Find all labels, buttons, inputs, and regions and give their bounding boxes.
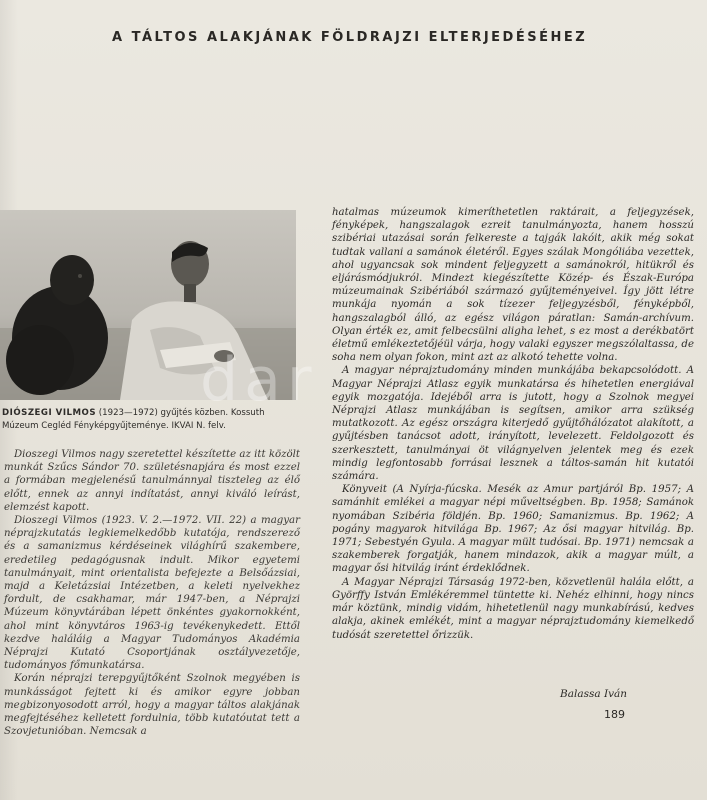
page-number: 189 bbox=[604, 708, 625, 721]
left-paragraph: Korán néprajzi terepgyűjtőként Szolnok megyében is munkásságot fejtett ki és amikor egyre jobban megbizonyosodott arról, hogy a magyar táltos alakjának megfejtéséhez kelletett fordulnia, több kutatóutat tett a Szovjetunióban. Nemcsak a bbox=[4, 673, 300, 738]
photo-image bbox=[0, 210, 296, 400]
watermark: dar bbox=[200, 345, 318, 415]
caption-name: DIÓSZEGI VILMOS bbox=[2, 408, 97, 418]
photo-caption bbox=[2, 407, 302, 433]
left-column bbox=[4, 448, 300, 738]
portrait-photo bbox=[0, 210, 296, 400]
left-paragraph: Dioszegi Vilmos (1923. V. 2.—1972. VII. 22) a magyar néprajzkutatás legkiemelkedőbb kutatója, rendszerező és a samanizmus kérdéseinek világhírű szakembere, eredetileg pedagógusnak indult. Mikor egyetemi tanulmányait, mint orientalista befejezte a Belsőázsiai, majd a Keletázsiai Intézetben, a keleti nyelvekhez fordult, de csakhamar, már 1947-ben, a Néprajzi Múzeum könyvtárában lépett önkéntes gyakornokként, ahol mint könyvtáros 1963-ig tevékenykedett. Ettől kezdve haláláig a Magyar Tudományos Akadémia Néprajzi Kutató Csoportjának osztályvezetője, tudományos főmunkatársa. bbox=[4, 515, 300, 672]
right-paragraph: hatalmas múzeumok kimeríthetetlen raktárait, a feljegyzések, fényképek, hangszalagok ezreit tanulmányozta, hanem hosszú szibériai utazásai során felkereste a tajgák lakóit, akik még sokat tudtak vallani a samánok életéről. Egyes szálak Mongóliába vezettek, ahol ugyancsak sok mindent feljegyzett a samánokról, hitükről és eljárásmódjukról. Mindezt kiegészítette Közép- és Észak-Európa múzeumainak Szibériából származó gyűjteményeivel. Így jött létre munkája nyomán a sok tízezer feljegyzésből, fényképből, hangszalagból álló, az egész világon páratlan: Samán-archívum. Olyan érték ez, amit felbecsülni aligha lehet, s ez most a derékbatört életmű emlékeztetőjéül várja, hogy valaki egyszer megszólaltassa, de soha nem olyan fokon, mint azt az alkotó tehette volna. bbox=[332, 207, 694, 364]
right-paragraph: A magyar néprajztudomány minden munkájába bekapcsolódott. A Magyar Néprajzi Atlasz egyik munkatársa és hihetetlen energiával egyik mozgatója. Idejéből arra is jutott, hogy a Szolnok megyei Néprajzi Atlasz munkájában is segítsen, amikor arra szükség mutatkozott. Az egész országra kiterjedő gyűjtőhálózatot alakított, a gyűjtésben tanácsot adott, irányított, levelezett. Feldolgozott és szerkesztett, tanulmányai öt világnyelven jelentek meg és ezek mindig legfontosabb forrásai lesznek a táltos-samán hit kutatói számára. bbox=[332, 365, 694, 483]
caption-text: (1923—1972) gyűjtés közben. Kossuth Múzeum Cegléd Fényképgyűjteménye. IKVAI N. felv. bbox=[2, 408, 265, 431]
right-column bbox=[332, 206, 694, 642]
page-header: A TÁLTOS ALAKJÁNAK FÖLDRAJZI ELTERJEDÉSÉHEZ bbox=[112, 30, 588, 45]
left-paragraph: Dioszegi Vilmos nagy szeretettel készítette az itt közölt munkát Szűcs Sándor 70. születésnapjára és most ezzel a formában megjelenésű tanulmánnyal tiszteleg az élő előtt, ennek az annyi indítatást, annyi kiváló leírást, elemzést kapott. bbox=[4, 449, 300, 513]
author-signature: Balassa Iván bbox=[560, 688, 628, 700]
right-paragraph: A Magyar Néprajzi Társaság 1972-ben, közvetlenül halála előtt, a Györffy István Emlékéremmel tüntette ki. Nehéz elhinni, hogy nincs már köztünk, mindig vidám, hihetetlenül nagy munkabírású, kedves alakja, akinek emlékét, mint a magyar néprajztudomány kiemelkedő tudósát szeretettel őrizzük. bbox=[332, 576, 694, 641]
right-paragraph: Könyveit (A Nyírja-fúcska. Mesék az Amur partjáról Bp. 1957; A samánhit emlékei a magyar népi műveltségben. Bp. 1958; Samánok nyomában Szibéria földjén. Bp. 1960; Samanizmus. Bp. 1962; A pogány magyarok hitvilága Bp. 1967; Az ősi magyar hitvilág. Bp. 1971; Sebestyén Gyula. A magyar mült tudósai. Bp. 1971) nemcsak a szakemberek forgatják, hanem mindazok, akik a magyar múlt, a magyar ősi hitvilág iránt érdeklődnek. bbox=[332, 484, 694, 575]
